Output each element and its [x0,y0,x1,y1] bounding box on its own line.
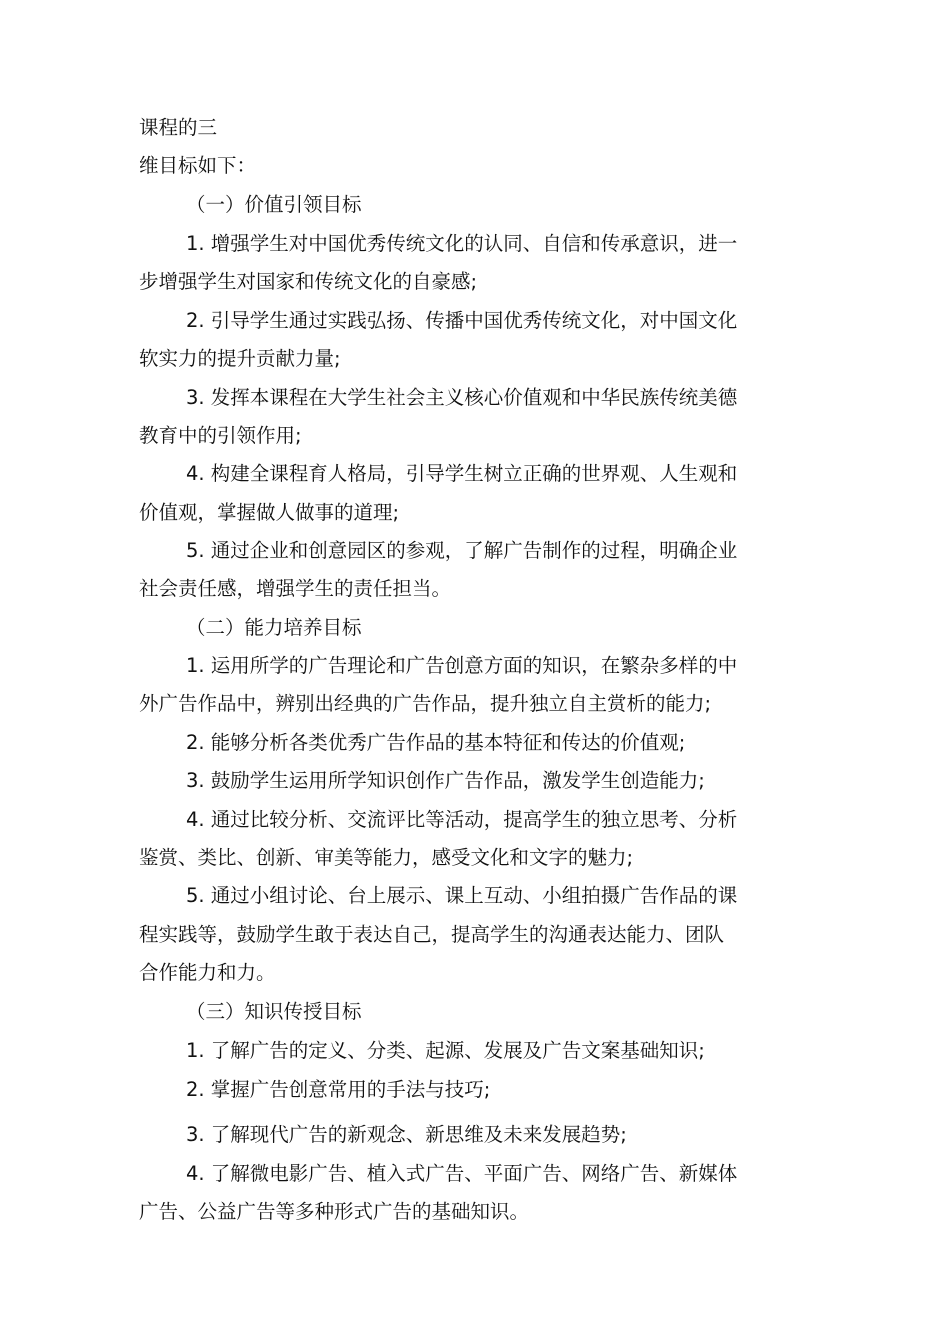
list-item-line: 5. 通过企业和创意园区的参观，了解广告制作的过程，明确企业 [186,539,738,562]
list-item-line: 1. 了解广告的定义、分类、起源、发展及广告文案基础知识; [186,1039,705,1062]
list-item-line: 2. 能够分析各类优秀广告作品的基本特征和传达的价值观; [186,731,686,754]
list-item-line: 1. 运用所学的广告理论和广告创意方面的知识，在繁杂多样的中 [186,654,738,677]
list-item-line: 1. 增强学生对中国优秀传统文化的认同、自信和传承意识，进一 [186,232,738,255]
list-item-line: 外广告作品中，辨别出经典的广告作品，提升独立自主赏析的能力; [139,692,712,715]
list-item-line: 软实力的提升贡献力量; [139,347,341,370]
list-item-line: 3. 鼓励学生运用所学知识创作广告作品，激发学生创造能力; [186,769,705,792]
intro-line-2: 维目标如下： [139,154,257,177]
list-item-line: 合作能力和力。 [139,961,276,984]
list-item-line: 4. 了解微电影广告、植入式广告、平面广告、网络广告、新媒体 [186,1162,738,1185]
list-item-line: 3. 发挥本课程在大学生社会主义核心价值观和中华民族传统美德 [186,386,738,409]
section-heading-knowledge-transfer: （三）知识传授目标 [186,1000,362,1023]
list-item-line: 价值观，掌握做人做事的道理; [139,501,400,524]
list-item-line: 社会责任感，增强学生的责任担当。 [139,577,452,600]
list-item-line: 5. 通过小组讨论、台上展示、课上互动、小组拍摄广告作品的课 [186,884,738,907]
list-item-line: 4. 构建全课程育人格局，引导学生树立正确的世界观、人生观和 [186,462,738,485]
list-item-line: 4. 通过比较分析、交流评比等活动，提高学生的独立思考、分析 [186,808,738,831]
list-item-line: 2. 引导学生通过实践弘扬、传播中国优秀传统文化，对中国文化 [186,309,738,332]
list-item-line: 步增强学生对国家和传统文化的自豪感; [139,270,478,293]
section-heading-ability-training: （二）能力培养目标 [186,616,362,639]
list-item-line: 3. 了解现代广告的新观念、新思维及未来发展趋势; [186,1123,627,1146]
list-item-line: 教育中的引领作用; [139,424,302,447]
section-heading-value-guidance: （一）价值引领目标 [186,193,362,216]
list-item-line: 鉴赏、类比、创新、审美等能力，感受文化和文字的魅力; [139,846,634,869]
list-item-line: 程实践等，鼓励学生敢于表达自己，提高学生的沟通表达能力、团队 [139,923,725,946]
intro-line-1: 课程的三 [139,116,218,139]
list-item-line: 2. 掌握广告创意常用的手法与技巧; [186,1078,491,1101]
list-item-line: 广告、公益广告等多种形式广告的基础知识。 [139,1200,530,1223]
